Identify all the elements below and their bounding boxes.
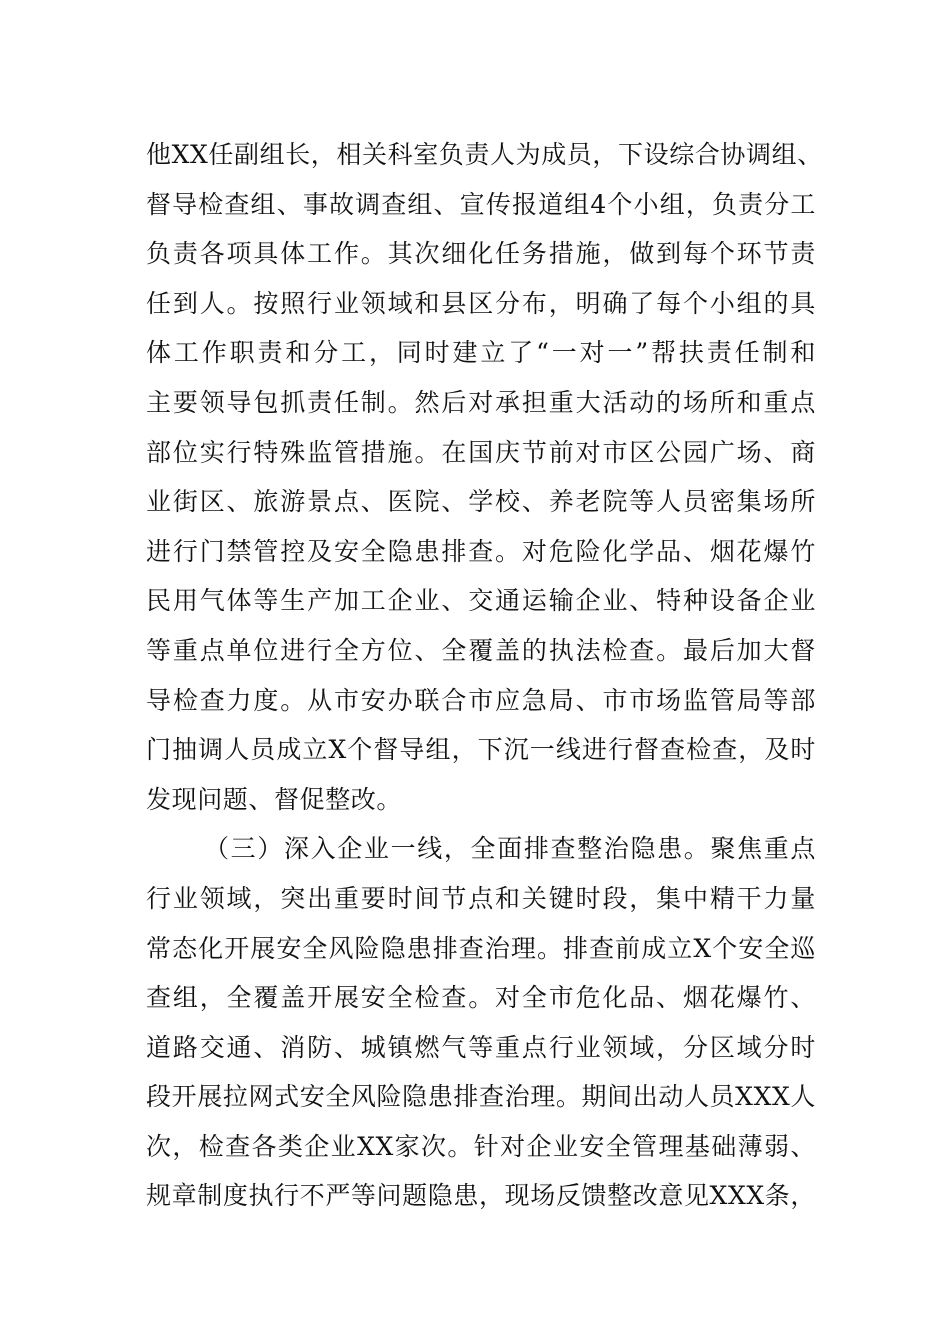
text-line: 业街区、旅游景点、医院、学校、养老院等人员密集场所	[146, 487, 816, 517]
text-line: 负责各项具体工作。其次细化任务措施，做到每个环节责	[146, 239, 816, 269]
body-text	[146, 130, 823, 1221]
text-line: 民用气体等生产加工企业、交通运输企业、特种设备企业	[146, 586, 816, 616]
text-line: 主要领导包抓责任制。然后对承担重大活动的场所和重点	[146, 387, 816, 417]
text-line: 门抽调人员成立X个督导组，下沉一线进行督查检查，及时	[146, 735, 816, 765]
text-line: 导检查力度。从市安办联合市应急局、市市场监管局等部	[146, 685, 816, 715]
text-line: 道路交通、消防、城镇燃气等重点行业领域，分区域分时	[146, 1032, 816, 1062]
text-line: 发现问题、督促整改。	[146, 784, 403, 814]
text-line: 等重点单位进行全方位、全覆盖的执法检查。最后加大督	[146, 635, 816, 665]
text-line: 进行门禁管控及安全隐患排查。对危险化学品、烟花爆竹	[146, 536, 816, 566]
text-line: 任到人。按照行业领域和县区分布，明确了每个小组的具	[146, 288, 816, 318]
text-line: 查组，全覆盖开展安全检查。对全市危化品、烟花爆竹、	[146, 983, 816, 1013]
text-line: 行业领域，突出重要时间节点和关键时段，集中精干力量	[146, 883, 816, 913]
text-line: 段开展拉网式安全风险隐患排查治理。期间出动人员XXX人	[146, 1082, 816, 1112]
text-line: 他XX任副组长，相关科室负责人为成员，下设综合协调组、	[146, 140, 823, 169]
text-line: 常态化开展安全风险隐患排查治理。排查前成立X个安全巡	[146, 933, 816, 963]
text-line: 次，检查各类企业XX家次。针对企业安全管理基础薄弱、	[146, 1131, 816, 1161]
text-line: 体工作职责和分工，同时建立了“一对一”帮扶责任制和	[146, 338, 816, 368]
text-line: 部位实行特殊监管措施。在国庆节前对市区公园广场、商	[146, 437, 816, 467]
text-line: 规章制度执行不严等问题隐患，现场反馈整改意见XXX条，	[146, 1181, 816, 1211]
section-heading-line: （三）深入企业一线，全面排查整治隐患。聚焦重点	[204, 834, 816, 864]
text-line: 督导检查组、事故调查组、宣传报道组4个小组，负责分工	[146, 189, 816, 219]
